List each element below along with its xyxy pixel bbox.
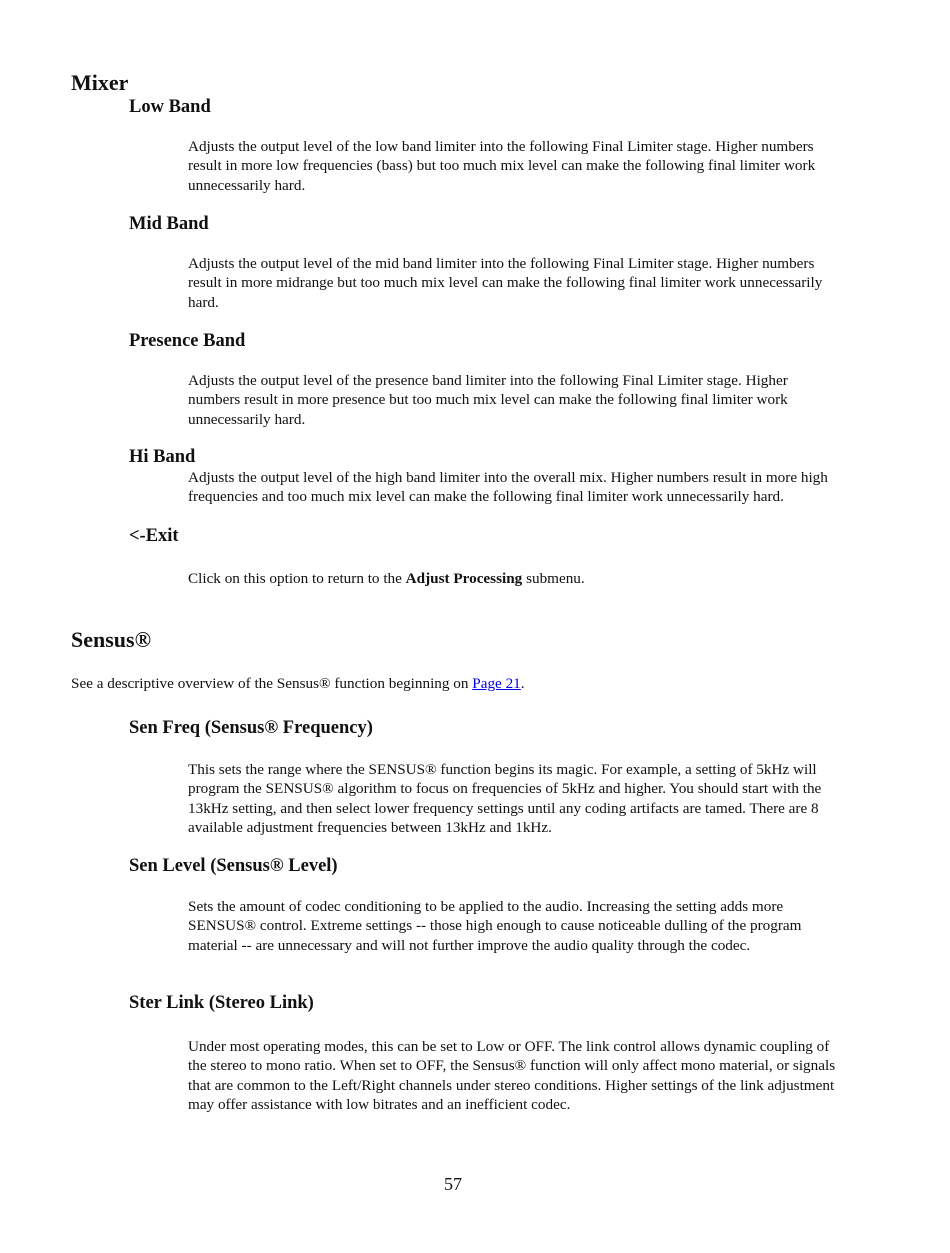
low-band-heading: Low Band bbox=[129, 97, 211, 117]
mid-band-description: Adjusts the output level of the mid band limiter into the following Final Limiter stage. Higher numbers result in more midrange but too much mix level can make the following final limiter work unnecessarily hard. bbox=[188, 255, 823, 311]
presence-band-heading: Presence Band bbox=[129, 331, 246, 351]
sensus-intro-after: . bbox=[520, 675, 525, 692]
presence-band-description: Adjusts the output level of the presence band limiter into the following Final Limiter stage. Higher numbers result in more presence but too much mix level can make the following final limiter work unnecessarily hard. bbox=[188, 372, 788, 428]
ster-link-description: Under most operating modes, this can be set to Low or OFF. The link control allows dynamic coupling of the stereo to mono ratio. When set to OFF, the Sensus® function will only affect mono material, or signals that are common to the Left/Right channels under stereo conditions. Higher settings of the link adjustment may offer assistance with low bitrates and an inefficient codec. bbox=[188, 1038, 836, 1113]
sensus-title: Sensus® bbox=[71, 627, 152, 652]
exit-heading: <-Exit bbox=[129, 526, 179, 546]
low-band-description: Adjusts the output level of the low band limiter into the following Final Limiter stage. Higher numbers result in more low frequencies (bass) but too much mix level can make the following final limiter work unnecessarily hard. bbox=[188, 138, 816, 194]
page-number: 57 bbox=[444, 1174, 462, 1194]
sensus-intro bbox=[71, 674, 851, 693]
mixer-title: Mixer bbox=[71, 70, 129, 95]
mid-band-heading: Mid Band bbox=[129, 214, 209, 234]
adjust-processing-label: Adjust Processing bbox=[405, 570, 523, 587]
hi-band-heading: Hi Band bbox=[129, 447, 196, 467]
exit-text-after: submenu. bbox=[522, 570, 585, 587]
ster-link-heading: Ster Link (Stereo Link) bbox=[129, 993, 314, 1013]
page-21-link[interactable]: Page 21 bbox=[472, 675, 521, 692]
sen-freq-description: This sets the range where the SENSUS® function begins its magic. For example, a setting of 5kHz will program the SENSUS® algorithm to focus on frequencies of 5kHz and higher. You should start with the 13kHz setting, and then select lower frequency settings until any coding artifacts are tamed. There are 8 available adjustment frequencies between 13kHz and 1kHz. bbox=[188, 761, 822, 836]
sen-level-heading: Sen Level (Sensus® Level) bbox=[129, 856, 338, 876]
sen-level-description: Sets the amount of codec conditioning to be applied to the audio. Increasing the setting adds more SENSUS® control. Extreme settings -- those high enough to cause noticeable dulling of the program material -- are unnecessary and will not further improve the audio quality through the codec. bbox=[188, 898, 802, 954]
sen-freq-heading: Sen Freq (Sensus® Frequency) bbox=[129, 718, 373, 738]
exit-description bbox=[188, 569, 838, 588]
exit-text-before: Click on this option to return to the bbox=[188, 570, 406, 587]
sensus-intro-before: See a descriptive overview of the Sensus® function beginning on bbox=[71, 675, 473, 692]
hi-band-description: Adjusts the output level of the high band limiter into the overall mix. Higher numbers result in more high frequencies and too much mix level can make the following final limiter work unnecessarily hard. bbox=[188, 469, 828, 506]
